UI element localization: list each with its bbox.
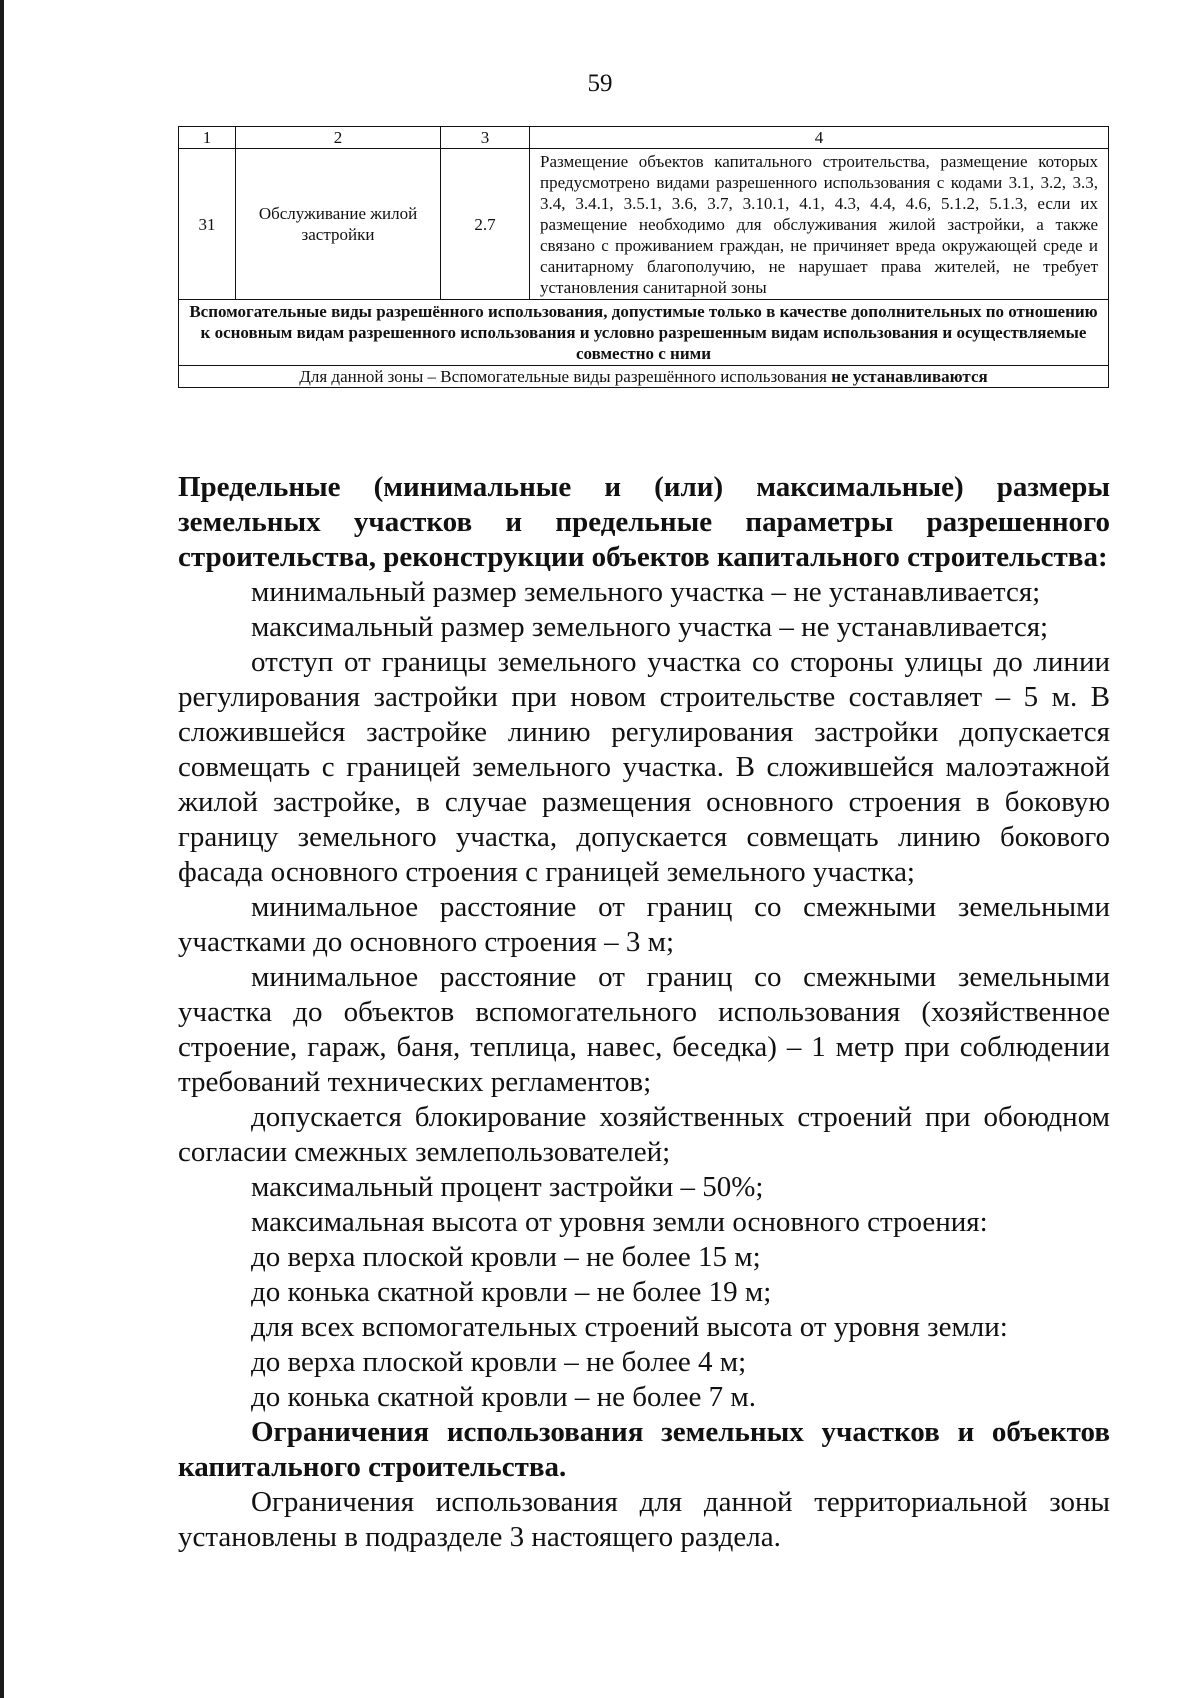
auxiliary-note-bold: не устанавливаются	[831, 367, 988, 386]
row-number: 31	[179, 149, 236, 300]
land-use-table	[178, 126, 1109, 388]
document-body	[178, 470, 1110, 1555]
header-cell-4: 4	[530, 127, 1109, 149]
auxiliary-uses-note-row	[179, 366, 1109, 388]
row-use-code: 2.7	[441, 149, 530, 300]
paragraph: максимальная высота от уровня земли основного строения:	[251, 1206, 988, 1238]
restrictions-heading: Ограничения использования земельных участков и объектов капитального строительства.	[178, 1416, 1110, 1483]
table-row	[179, 149, 1109, 300]
paragraph: максимальный размер земельного участка – не устанавливается;	[251, 611, 1049, 643]
paragraph: допускается блокирование хозяйственных строений при обоюдном согласии смежных землепользователей;	[178, 1101, 1110, 1168]
paragraph: минимальный размер земельного участка – не устанавливается;	[251, 576, 1041, 608]
paragraph: до верха плоской кровли – не более 15 м;	[251, 1241, 761, 1273]
header-cell-3: 3	[441, 127, 530, 149]
paragraph: до верха плоской кровли – не более 4 м;	[251, 1346, 747, 1378]
limits-heading: Предельные (минимальные и (или) максимальные) размеры земельных участков и предельные параметры разрешенного строительства, реконструкции объектов капитального строительства:	[178, 471, 1110, 573]
header-cell-1: 1	[179, 127, 236, 149]
header-cell-2: 2	[236, 127, 441, 149]
paragraph: для всех вспомогательных строений высота от уровня земли:	[251, 1311, 1008, 1343]
row-use-name: Обслуживание жилой застройки	[236, 149, 441, 300]
paragraph: минимальное расстояние от границ со смежными земельными участка до объектов вспомогательного использования (хозяйственное строение, гараж, баня, теплица, навес, беседка) – 1 метр при соблюдении требований технических регламентов;	[178, 961, 1110, 1098]
scan-edge-line	[0, 0, 4, 1698]
auxiliary-note-prefix: Для данной зоны – Вспомогательные виды разрешённого использования	[299, 367, 832, 386]
table-header-row	[179, 127, 1109, 149]
paragraph: до конька скатной кровли – не более 7 м.	[251, 1381, 756, 1413]
paragraph: максимальный процент застройки – 50%;	[251, 1171, 764, 1203]
auxiliary-uses-heading-row	[179, 300, 1109, 366]
row-use-description: Размещение объектов капитального строительства, размещение которых предусмотрено видами разрешенного использования с кодами 3.1, 3.2, 3.3, 3.4, 3.4.1, 3.5.1, 3.6, 3.7, 3.10.1, 4.1, 4.3, 4.4, 4.6, 5.1.2, 5.1.3, если их размещение необходимо для обслуживания жилой застройки, а также связано с проживанием граждан, не причиняет вреда окружающей среде и санитарному благополучию, не нарушает права жителей, не требует установления санитарной зоны	[530, 149, 1109, 300]
page-number: 59	[587, 70, 613, 97]
paragraph: до конька скатной кровли – не более 19 м;	[251, 1276, 772, 1308]
paragraph: отступ от границы земельного участка со стороны улицы до линии регулирования застройки при новом строительстве составляет – 5 м. В сложившейся застройке линию регулирования застройки допускается совмещать с границей земельного участка. В сложившейся малоэтажной жилой застройке, в случае размещения основного строения в боковую границу земельного участка, допускается совмещать линию бокового фасада основного строения с границей земельного участка;	[178, 646, 1110, 888]
restrictions-paragraph: Ограничения использования для данной территориальной зоны установлены в подразделе 3 настоящего раздела.	[178, 1486, 1110, 1553]
auxiliary-uses-note	[179, 366, 1109, 388]
auxiliary-uses-heading: Вспомогательные виды разрешённого использования, допустимые только в качестве дополнительных по отношению к основным видам разрешенного использования и условно разрешенным видам использования и осуществляемые совместно с ними	[179, 300, 1109, 366]
paragraph: минимальное расстояние от границ со смежными земельными участками до основного строения – 3 м;	[178, 891, 1110, 958]
